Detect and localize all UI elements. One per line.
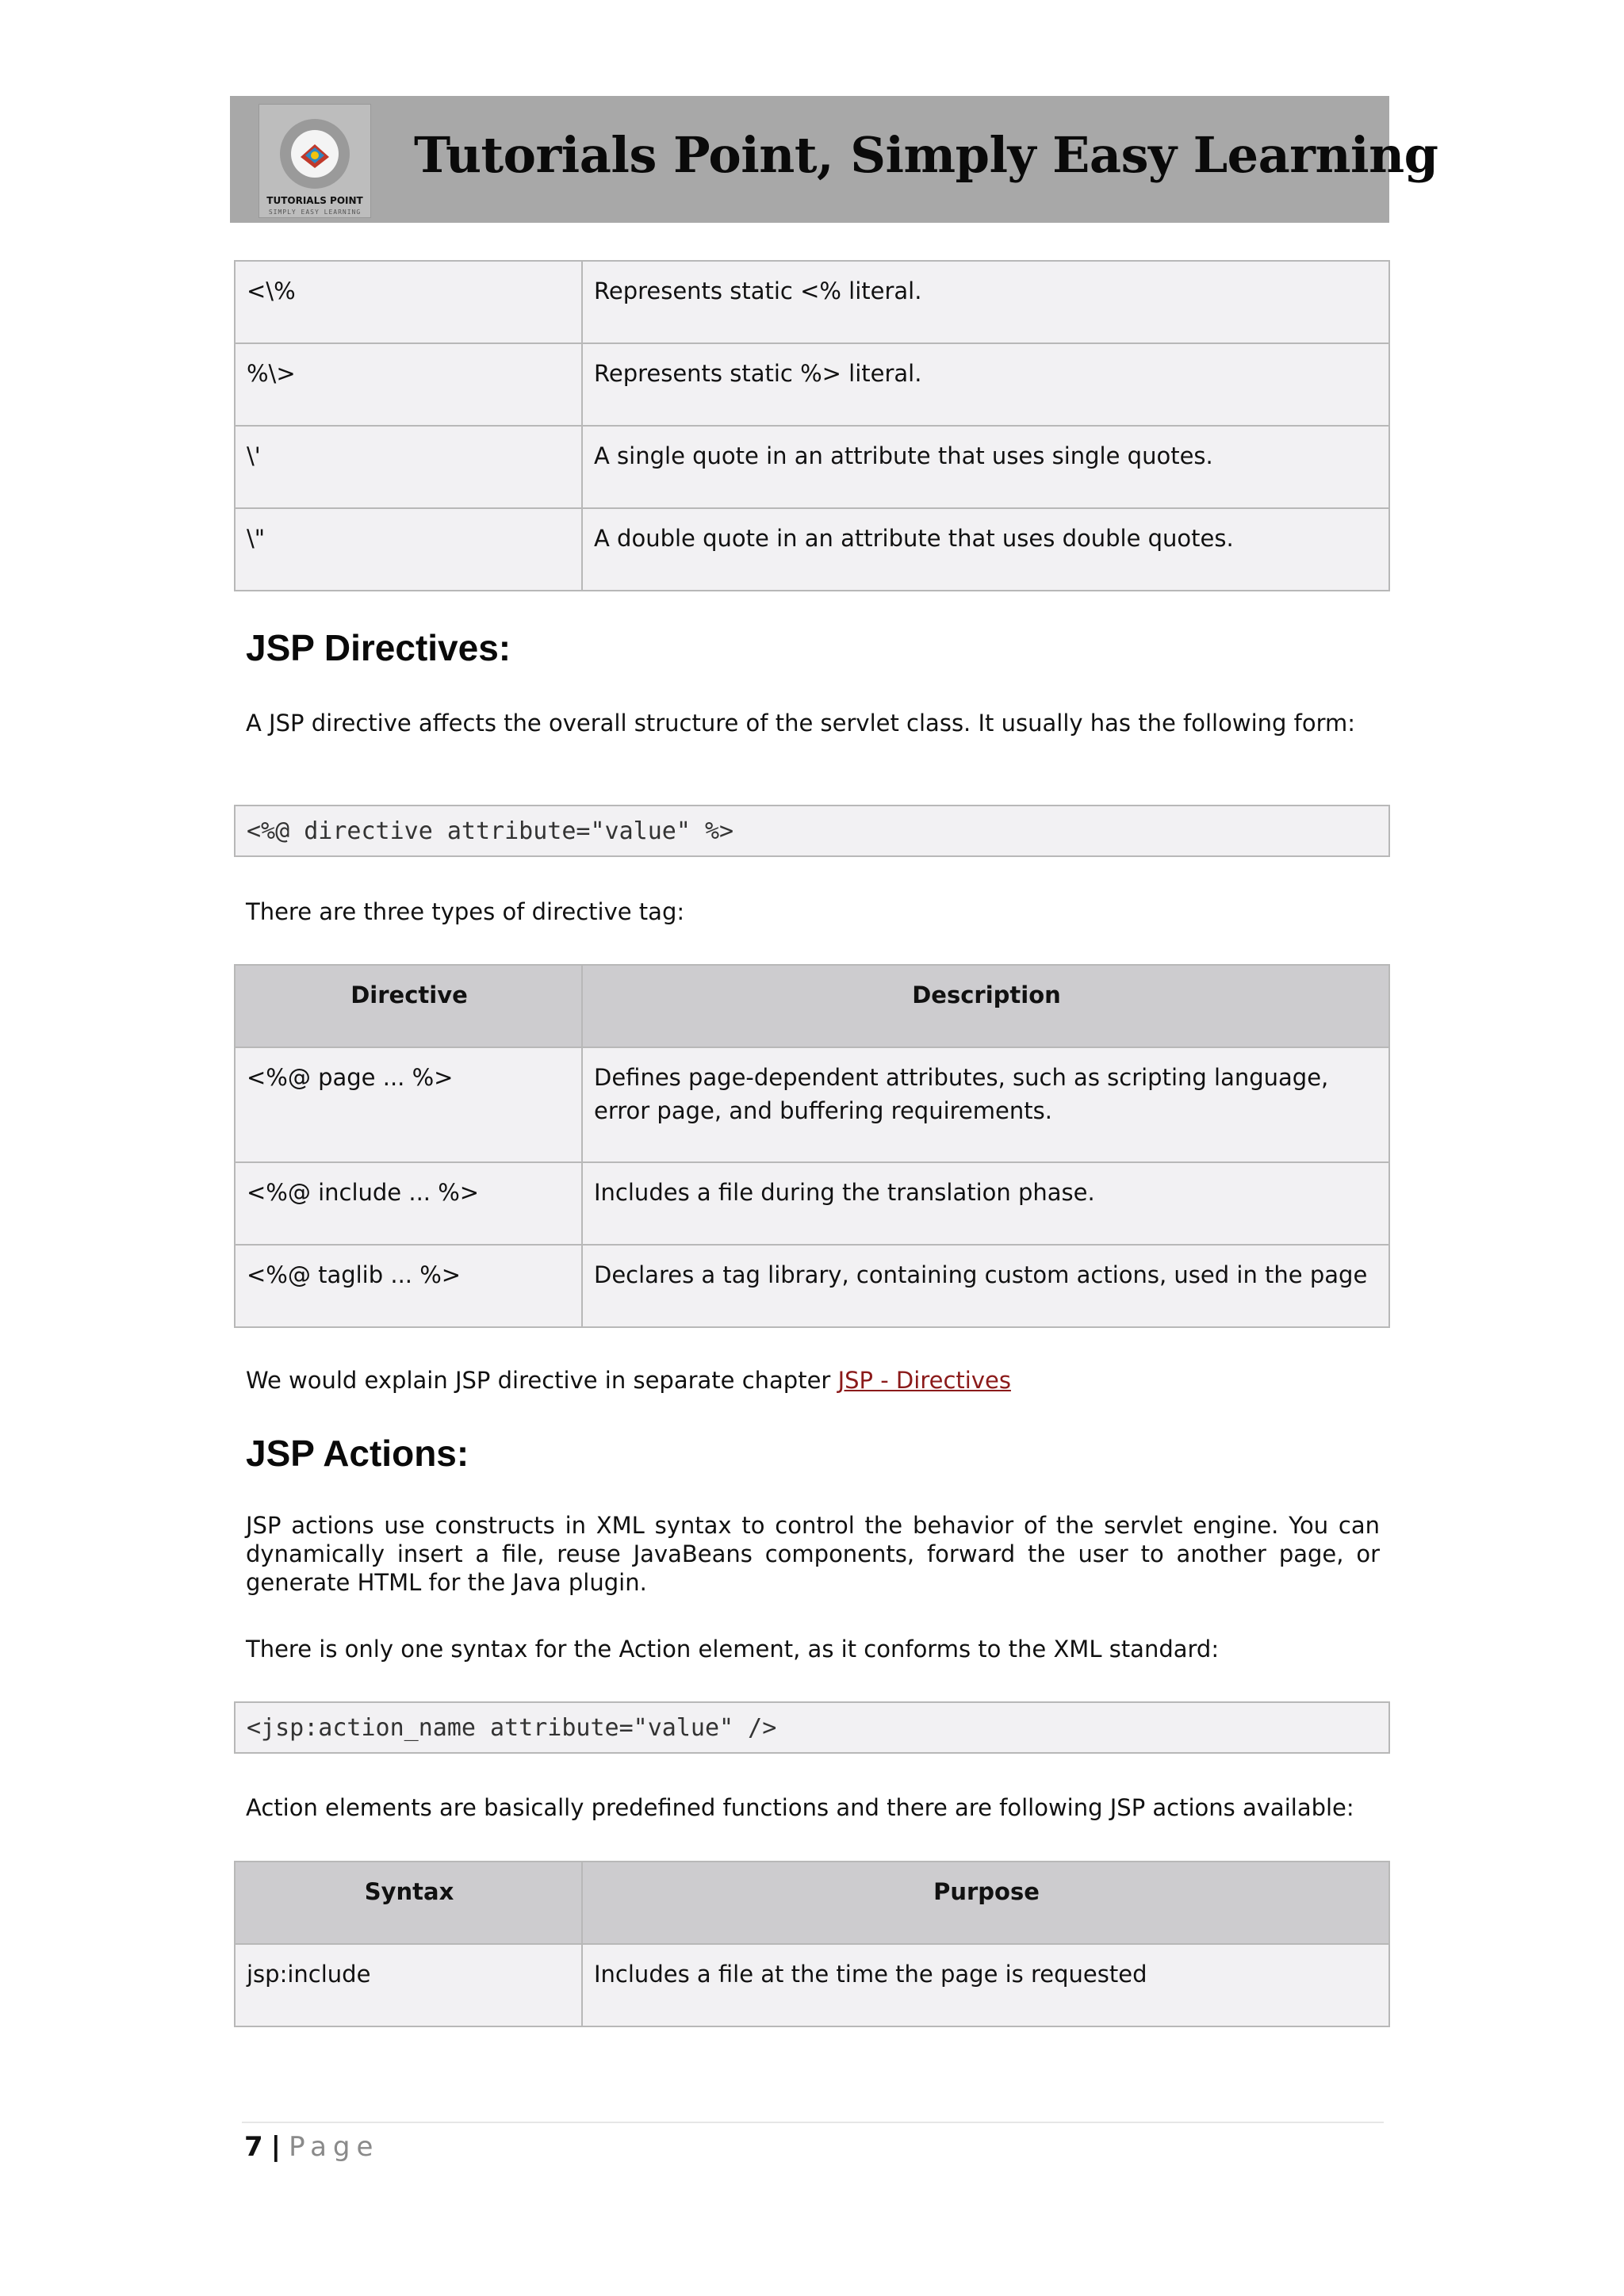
directive-types-text: There are three types of directive tag:: [246, 898, 685, 925]
table-cell: jsp:include: [235, 1944, 582, 2026]
table-header-cell: Syntax: [235, 1862, 582, 1944]
table-cell: A single quote in an attribute that uses single quotes.: [582, 426, 1389, 508]
table-cell: Declares a tag library, containing custom actions, used in the page: [582, 1245, 1389, 1327]
table-row: [235, 1047, 1389, 1162]
actions-available-text: Action elements are basically predefined functions and there are following JSP actions available:: [246, 1794, 1354, 1821]
table-cell: Represents static <% literal.: [582, 261, 1389, 343]
table-cell: <\%: [235, 261, 582, 343]
table-header-cell: Purpose: [582, 1862, 1389, 1944]
page-footer: [244, 2131, 379, 2163]
actions-intro: JSP actions use constructs in XML syntax to control the behavior of the servlet engine. You can dynamically insert a file, reuse JavaBeans components, forward the user to another page, or generate HTML for the Java plugin.: [246, 1512, 1380, 1596]
table-header-row: [235, 965, 1389, 1047]
footer-separator: |: [270, 2131, 282, 2163]
action-code-block: <jsp:action_name attribute="value" />: [234, 1701, 1390, 1754]
table-cell: Represents static %> literal.: [582, 343, 1389, 426]
table-row: [235, 426, 1389, 508]
page-number: 7: [244, 2131, 263, 2163]
page-label: Page: [289, 2131, 380, 2163]
table-cell: \": [235, 508, 582, 591]
table-row: [235, 1245, 1389, 1327]
directives-intro: A JSP directive affects the overall structure of the servlet class. It usually has the following form:: [246, 710, 1356, 737]
table-cell: <%@ page ... %>: [235, 1047, 582, 1162]
table-cell: \': [235, 426, 582, 508]
table-cell: Includes a file during the translation phase.: [582, 1162, 1389, 1245]
table-row: [235, 1944, 1389, 2026]
directive-table: [234, 964, 1390, 1328]
table-cell: Includes a file at the time the page is requested: [582, 1944, 1389, 2026]
logo-subtext: SIMPLY EASY LEARNING: [268, 209, 362, 216]
escape-sequence-table: [234, 260, 1390, 591]
footer-divider: [242, 2122, 1384, 2123]
table-row: [235, 1162, 1389, 1245]
table-header-cell: Description: [582, 965, 1389, 1047]
table-header-cell: Directive: [235, 965, 582, 1047]
actions-syntax-text: There is only one syntax for the Action element, as it conforms to the XML standard:: [246, 1636, 1220, 1663]
header-title: Tutorials Point, Simply Easy Learning: [414, 126, 1438, 184]
table-cell: <%@ taglib ... %>: [235, 1245, 582, 1327]
logo-text: TUTORIALS POINT: [266, 195, 363, 206]
actions-table: [234, 1861, 1390, 2027]
jsp-directives-link[interactable]: JSP - Directives: [837, 1367, 1011, 1394]
directive-code-block: <%@ directive attribute="value" %>: [234, 805, 1390, 857]
actions-heading: JSP Actions:: [246, 1433, 469, 1474]
page-header: [230, 96, 1438, 223]
table-cell: Defines page-dependent attributes, such as scripting language, error page, and buffering requirements.: [582, 1047, 1389, 1162]
table-row: [235, 508, 1389, 591]
table-cell: <%@ include ... %>: [235, 1162, 582, 1245]
tutorials-point-logo: [259, 104, 371, 218]
explain-text: We would explain JSP directive in separate chapter: [246, 1367, 838, 1394]
table-header-row: [235, 1862, 1389, 1944]
table-row: [235, 343, 1389, 426]
table-row: [235, 261, 1389, 343]
table-cell: A double quote in an attribute that uses double quotes.: [582, 508, 1389, 591]
directives-heading: JSP Directives:: [246, 627, 511, 668]
table-cell: %\>: [235, 343, 582, 426]
directive-explain-text: [246, 1366, 1380, 1395]
